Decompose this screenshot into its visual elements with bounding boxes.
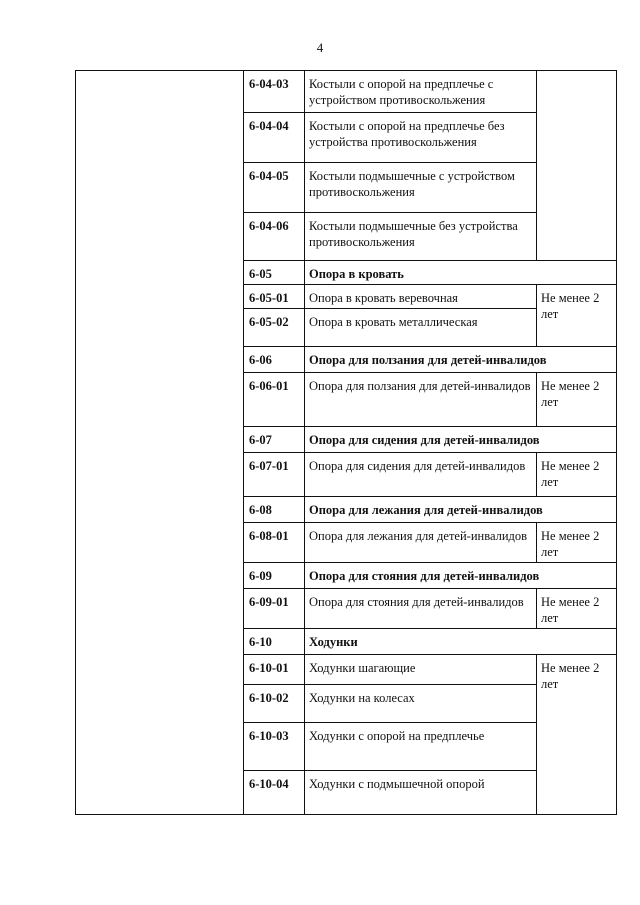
table-rule bbox=[243, 212, 536, 213]
item-code: 6-10-03 bbox=[249, 729, 289, 743]
item-code: 6-10-04 bbox=[249, 777, 289, 791]
item-name: Опора для стояния для детей-инвалидов bbox=[309, 595, 524, 609]
table-rule bbox=[243, 522, 616, 523]
table-rule bbox=[243, 562, 616, 563]
item-code: 6-04-06 bbox=[249, 219, 289, 233]
item-code: 6-09 bbox=[249, 569, 272, 583]
table-rule bbox=[243, 308, 536, 309]
item-code: 6-04-04 bbox=[249, 119, 289, 133]
item-name: Опора для сидения для детей-инвалидов bbox=[309, 433, 540, 447]
item-name: Ходунки с подмышечной опорой bbox=[309, 777, 485, 791]
item-code: 6-06-01 bbox=[249, 379, 289, 393]
table-rule bbox=[243, 70, 244, 814]
item-name: Опора для стояния для детей-инвалидов bbox=[309, 569, 540, 583]
item-name: Костыли подмышечные с устройством противоскольжения bbox=[309, 169, 515, 199]
item-name: Опора в кровать bbox=[309, 267, 404, 281]
item-code: 6-09-01 bbox=[249, 595, 289, 609]
table-rule bbox=[536, 684, 537, 722]
table-rule bbox=[304, 70, 305, 814]
item-name: Ходунки с опорой на предплечье bbox=[309, 729, 485, 743]
item-code: 6-08-01 bbox=[249, 529, 289, 543]
item-code: 6-10-02 bbox=[249, 691, 289, 705]
table-rule bbox=[536, 588, 537, 628]
table-rule bbox=[536, 112, 537, 162]
item-name: Опора для сидения для детей-инвалидов bbox=[309, 459, 526, 473]
item-name: Опора в кровать веревочная bbox=[309, 291, 458, 305]
table-rule bbox=[75, 70, 76, 814]
table-rule bbox=[243, 346, 616, 347]
table-rule bbox=[243, 684, 536, 685]
service-term: Не менее 2 лет bbox=[541, 459, 600, 489]
table-rule bbox=[243, 162, 536, 163]
item-code: 6-08 bbox=[249, 503, 272, 517]
item-code: 6-04-05 bbox=[249, 169, 289, 183]
item-code: 6-05 bbox=[249, 267, 272, 281]
items-table bbox=[75, 70, 616, 814]
table-rule bbox=[536, 70, 537, 112]
item-code: 6-05-02 bbox=[249, 315, 289, 329]
table-rule bbox=[75, 814, 616, 815]
table-rule bbox=[75, 70, 616, 71]
table-rule bbox=[243, 260, 616, 261]
item-name: Ходунки на колесах bbox=[309, 691, 415, 705]
item-name: Опора для ползания для детей-инвалидов bbox=[309, 379, 531, 393]
item-name: Опора в кровать металлическая bbox=[309, 315, 478, 329]
item-name: Костыли с опорой на предплечье с устройством противоскольжения bbox=[309, 77, 494, 107]
item-code: 6-07-01 bbox=[249, 459, 289, 473]
item-code: 6-10 bbox=[249, 635, 272, 649]
item-name: Ходунки bbox=[309, 635, 358, 649]
table-rule bbox=[536, 770, 537, 814]
table-rule bbox=[243, 284, 616, 285]
service-term: Не менее 2 лет bbox=[541, 379, 600, 409]
table-rule bbox=[243, 426, 616, 427]
item-name: Опора для лежания для детей-инвалидов bbox=[309, 529, 528, 543]
table-rule bbox=[536, 654, 537, 684]
table-rule bbox=[243, 112, 536, 113]
table-rule bbox=[616, 70, 617, 815]
table-rule bbox=[243, 654, 616, 655]
service-term: Не менее 2 лет bbox=[541, 595, 600, 625]
item-code: 6-06 bbox=[249, 353, 272, 367]
item-name: Опора для лежания для детей-инвалидов bbox=[309, 503, 543, 517]
table-rule bbox=[243, 588, 616, 589]
page-number: 4 bbox=[316, 40, 324, 55]
service-term: Не менее 2 лет bbox=[541, 661, 600, 691]
table-rule bbox=[243, 496, 616, 497]
item-name: Костыли подмышечные без устройства противоскольжения bbox=[309, 219, 518, 249]
table-rule bbox=[536, 522, 537, 562]
item-code: 6-04-03 bbox=[249, 77, 289, 91]
table-rule bbox=[536, 308, 537, 346]
service-term: Не менее 2 лет bbox=[541, 291, 600, 321]
item-name: Костыли с опорой на предплечье без устройства противоскольжения bbox=[309, 119, 505, 149]
table-rule bbox=[536, 212, 537, 260]
item-code: 6-05-01 bbox=[249, 291, 289, 305]
table-rule bbox=[243, 628, 616, 629]
table-rule bbox=[536, 452, 537, 496]
table-rule bbox=[536, 722, 537, 770]
table-rule bbox=[536, 372, 537, 426]
table-rule bbox=[536, 284, 537, 308]
table-rule bbox=[243, 452, 616, 453]
item-name: Опора для ползания для детей-инвалидов bbox=[309, 353, 547, 367]
table-rule bbox=[243, 372, 616, 373]
service-term: Не менее 2 лет bbox=[541, 529, 600, 559]
table-rule bbox=[536, 162, 537, 212]
table-rule bbox=[243, 770, 536, 771]
item-name: Ходунки шагающие bbox=[309, 661, 416, 675]
table-rule bbox=[243, 722, 536, 723]
item-code: 6-07 bbox=[249, 433, 272, 447]
item-code: 6-10-01 bbox=[249, 661, 289, 675]
